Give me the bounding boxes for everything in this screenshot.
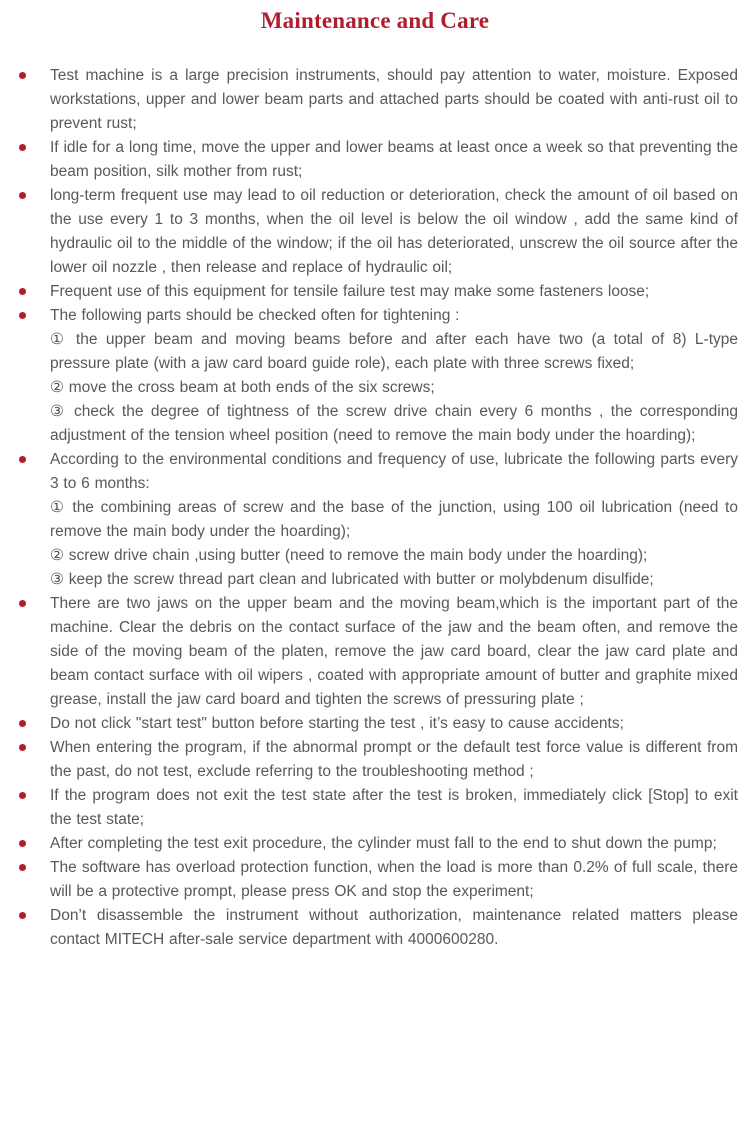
document-page [0, 6, 750, 1136]
page-title: Maintenance and Care [260, 8, 490, 33]
list-item-paragraph: Don’t disassemble the instrument without authorization, maintenance related matters please contact MITECH after-sale service department with 4000600280. [50, 907, 738, 948]
list-item-paragraph: The following parts should be checked often for tightening : [50, 307, 460, 324]
list-item-paragraph: ① the upper beam and moving beams before and after each have two (a total of 8) L-type pressure plate (with a jaw card board guide role), each plate with three screws fixed; [50, 331, 738, 372]
list-item-content [50, 736, 738, 784]
list-item-content [50, 712, 738, 736]
bullet-icon [19, 792, 26, 799]
bullet-icon [19, 912, 26, 919]
bullet-icon [19, 72, 26, 79]
list-item-paragraph: There are two jaws on the upper beam and the moving beam,which is the important part of the machine. Clear the debris on the contact surface of the jaw and the beam often, and remove the side of the moving beam of the platen, remove the jaw card board, clear the jaw card plate and beam contact surface with oil wipers , coated with appropriate amount of butter and graphite mixed grease, install the jaw card board and tighten the screws of pressuring plate ; [50, 595, 738, 708]
list-item [0, 64, 750, 136]
bullet-icon [19, 744, 26, 751]
list-item [0, 832, 750, 856]
list-item-paragraph: If idle for a long time, move the upper and lower beams at least once a week so that preventing the beam position, silk mother from rust; [50, 139, 738, 180]
list-item-content [50, 280, 738, 304]
list-item-paragraph: If the program does not exit the test state after the test is broken, immediately click [Stop] to exit the test state; [50, 787, 738, 828]
list-item-content [50, 184, 738, 280]
list-item-paragraph: ② move the cross beam at both ends of the six screws; [50, 379, 435, 396]
list-item-paragraph: ③ check the degree of tightness of the screw drive chain every 6 months , the corresponding adjustment of the tension wheel position (need to remove the main body under the hoarding); [50, 403, 738, 444]
list-item-content [50, 136, 738, 184]
list-item-paragraph: Frequent use of this equipment for tensile failure test may make some fasteners loose; [50, 283, 650, 300]
list-item-paragraph: Do not click "start test" button before starting the test , it’s easy to cause accidents; [50, 715, 624, 732]
list-item [0, 856, 750, 904]
list-item [0, 136, 750, 184]
list-item-paragraph: long-term frequent use may lead to oil reduction or deterioration, check the amount of oil based on the use every 1 to 3 months, when the oil level is below the oil window , add the same kind of hydraulic oil to the middle of the window; if the oil has deteriorated, unscrew the oil source after the lower oil nozzle , then release and replace of hydraulic oil; [50, 187, 738, 276]
maintenance-list [0, 64, 750, 952]
list-item-paragraph: Test machine is a large precision instruments, should pay attention to water, moisture. Exposed workstations, upper and lower beam parts and attached parts should be coated with anti-rust oil to prevent rust; [50, 67, 738, 132]
bullet-icon [19, 600, 26, 607]
bullet-icon [19, 144, 26, 151]
list-item-paragraph: After completing the test exit procedure, the cylinder must fall to the end to shut down the pump; [50, 835, 717, 852]
list-item-paragraph: When entering the program, if the abnormal prompt or the default test force value is different from the past, do not test, exclude referring to the troubleshooting method ; [50, 739, 738, 780]
bullet-icon [19, 192, 26, 199]
list-item-content [50, 784, 738, 832]
list-item-paragraph: According to the environmental conditions and frequency of use, lubricate the following parts every 3 to 6 months: [50, 451, 738, 492]
list-item [0, 280, 750, 304]
list-item-content [50, 832, 738, 856]
list-item-content [50, 904, 738, 952]
list-item [0, 304, 750, 448]
list-item [0, 904, 750, 952]
list-item [0, 592, 750, 712]
list-item [0, 784, 750, 832]
bullet-icon [19, 864, 26, 871]
list-item-paragraph: The software has overload protection function, when the load is more than 0.2% of full scale, there will be a protective prompt, please press OK and stop the experiment; [50, 859, 738, 900]
list-item [0, 184, 750, 280]
list-item [0, 712, 750, 736]
list-item-paragraph: ① the combining areas of screw and the base of the junction, using 100 oil lubrication (need to remove the main body under the hoarding); [50, 499, 738, 540]
bullet-icon [19, 288, 26, 295]
list-item-content [50, 304, 738, 448]
list-item [0, 448, 750, 592]
list-item-content [50, 64, 738, 136]
bullet-icon [19, 456, 26, 463]
list-item-content [50, 592, 738, 712]
bullet-icon [19, 720, 26, 727]
bullet-icon [19, 840, 26, 847]
list-item-paragraph: ③ keep the screw thread part clean and lubricated with butter or molybdenum disulfide; [50, 571, 654, 588]
bullet-icon [19, 312, 26, 319]
list-item-content [50, 856, 738, 904]
list-item [0, 736, 750, 784]
list-item-content [50, 448, 738, 592]
list-item-paragraph: ② screw drive chain ,using butter (need to remove the main body under the hoarding); [50, 547, 648, 564]
